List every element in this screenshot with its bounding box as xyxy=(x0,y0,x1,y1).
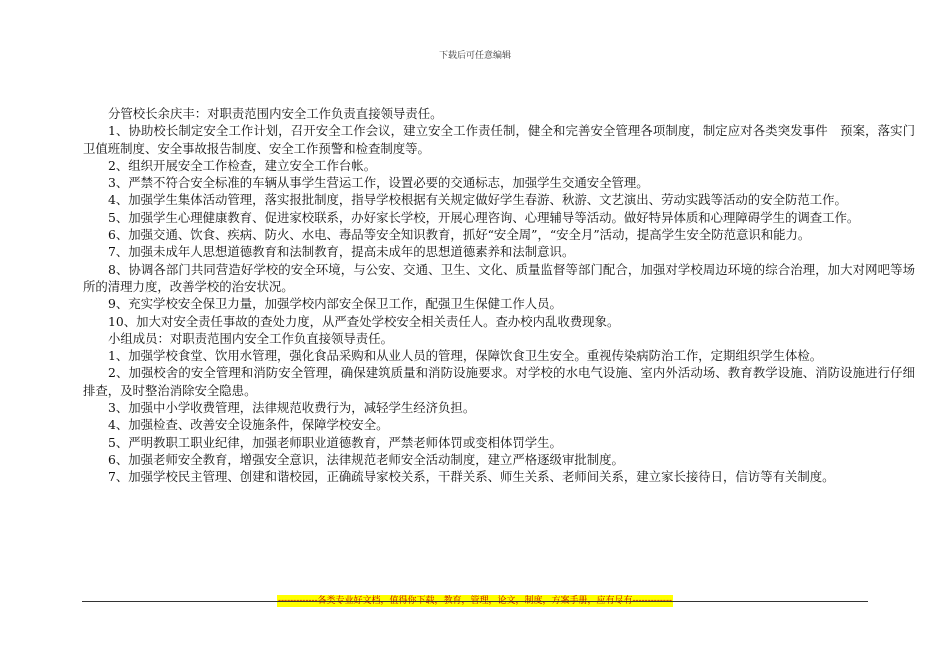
document-body xyxy=(83,105,915,486)
footer-banner xyxy=(0,588,950,607)
paragraph-item: 4、加强学生集体活动管理，落实报批制度，指导学校根据有关规定做好学生春游、秋游、文艺演出、劳动实践等活动的安全防范工作。 xyxy=(108,192,847,208)
paragraph-item: 2、组织开展安全工作检查，建立安全工作台帐。 xyxy=(108,157,377,173)
footer-divider xyxy=(82,601,868,602)
paragraph-item: 10、加大对安全责任事故的查处力度，从严查处学校安全相关责任人。查办校内乱收费现象。 xyxy=(108,313,620,329)
paragraph-section-heading-principal: 分管校长余庆丰：对职责范围内安全工作负责直接领导责任。 xyxy=(108,106,443,121)
paragraph-item: 1、加强学校食堂、饮用水管理，强化食品采购和从业人员的管理，保障饮食卫生安全。重视传染病防治工作，定期组织学生体检。 xyxy=(108,348,823,364)
page-header: 下载后可任意编辑 xyxy=(438,51,511,61)
paragraph-item: 8、协调各部门共同营造好学校的安全环境，与公安、交通、卫生、文化、质量监督等部门配合，加强对学校周边环境的综合治理，加大对网吧等场所的清理力度，改善学校的治安状况。 xyxy=(83,261,915,294)
paragraph-item: 3、加强中小学收费管理，法律规范收费行为，减轻学生经济负担。 xyxy=(108,400,476,416)
paragraph-item: 1、协助校长制定安全工作计划，召开安全工作会议，建立安全工作责任制，健全和完善安全管理各项制度，制定应对各类突发事件 预案，落实门卫值班制度、安全事故报告制度、安全工作预警和检查制度等。 xyxy=(83,123,915,156)
paragraph-item: 6、加强老师安全教育，增强安全意识，法律规范老师安全活动制度，建立严格逐级审批制度。 xyxy=(108,451,624,467)
paragraph-item: 7、加强未成年人思想道德教育和法制教育，提高未成年的思想道德素养和法制意识。 xyxy=(108,244,575,260)
footer-banner-text: -------------各类专业好文档，值得你下载，教育，管理，论文，制度，方案手册，应有尽有------------- xyxy=(277,596,673,606)
paragraph-section-heading-members: 小组成员：对职责范围内安全工作负直接领导责任。 xyxy=(108,330,393,346)
paragraph-item: 9、充实学校安全保卫力量，加强学校内部安全保卫工作，配强卫生保健工作人员。 xyxy=(108,296,562,312)
paragraph-item: 7、加强学校民主管理、创建和谐校园，正确疏导家校关系，干群关系、师生关系、老师间关系，建立家长接待日，信访等有关制度。 xyxy=(108,469,835,485)
paragraph-item: 6、加强交通、饮食、疾病、防火、水电、毒品等安全知识教育，抓好“安全周”，“安全月”活动，提高学生安全防范意识和能力。 xyxy=(108,227,811,243)
paragraph-item: 2、加强校舍的安全管理和消防安全管理，确保建筑质量和消防设施要求。对学校的水电气设施、室内外活动场、教育教学设施、消防设施进行仔细排查，及时整治消除安全隐患。 xyxy=(83,365,915,398)
paragraph-item: 4、加强检查、改善安全设施条件，保障学校安全。 xyxy=(108,417,389,433)
paragraph-item: 3、严禁不符合安全标准的车辆从事学生营运工作，设置必要的交通标志，加强学生交通安全管理。 xyxy=(108,175,649,191)
paragraph-item: 5、严明教职工职业纪律，加强老师职业道德教育，严禁老师体罚或变相体罚学生。 xyxy=(108,434,562,450)
paragraph-item: 5、加强学生心理健康教育、促进家校联系，办好家长学校，开展心理咨询、心理辅导等活动。做好特异体质和心理障碍学生的调查工作。 xyxy=(108,209,860,225)
